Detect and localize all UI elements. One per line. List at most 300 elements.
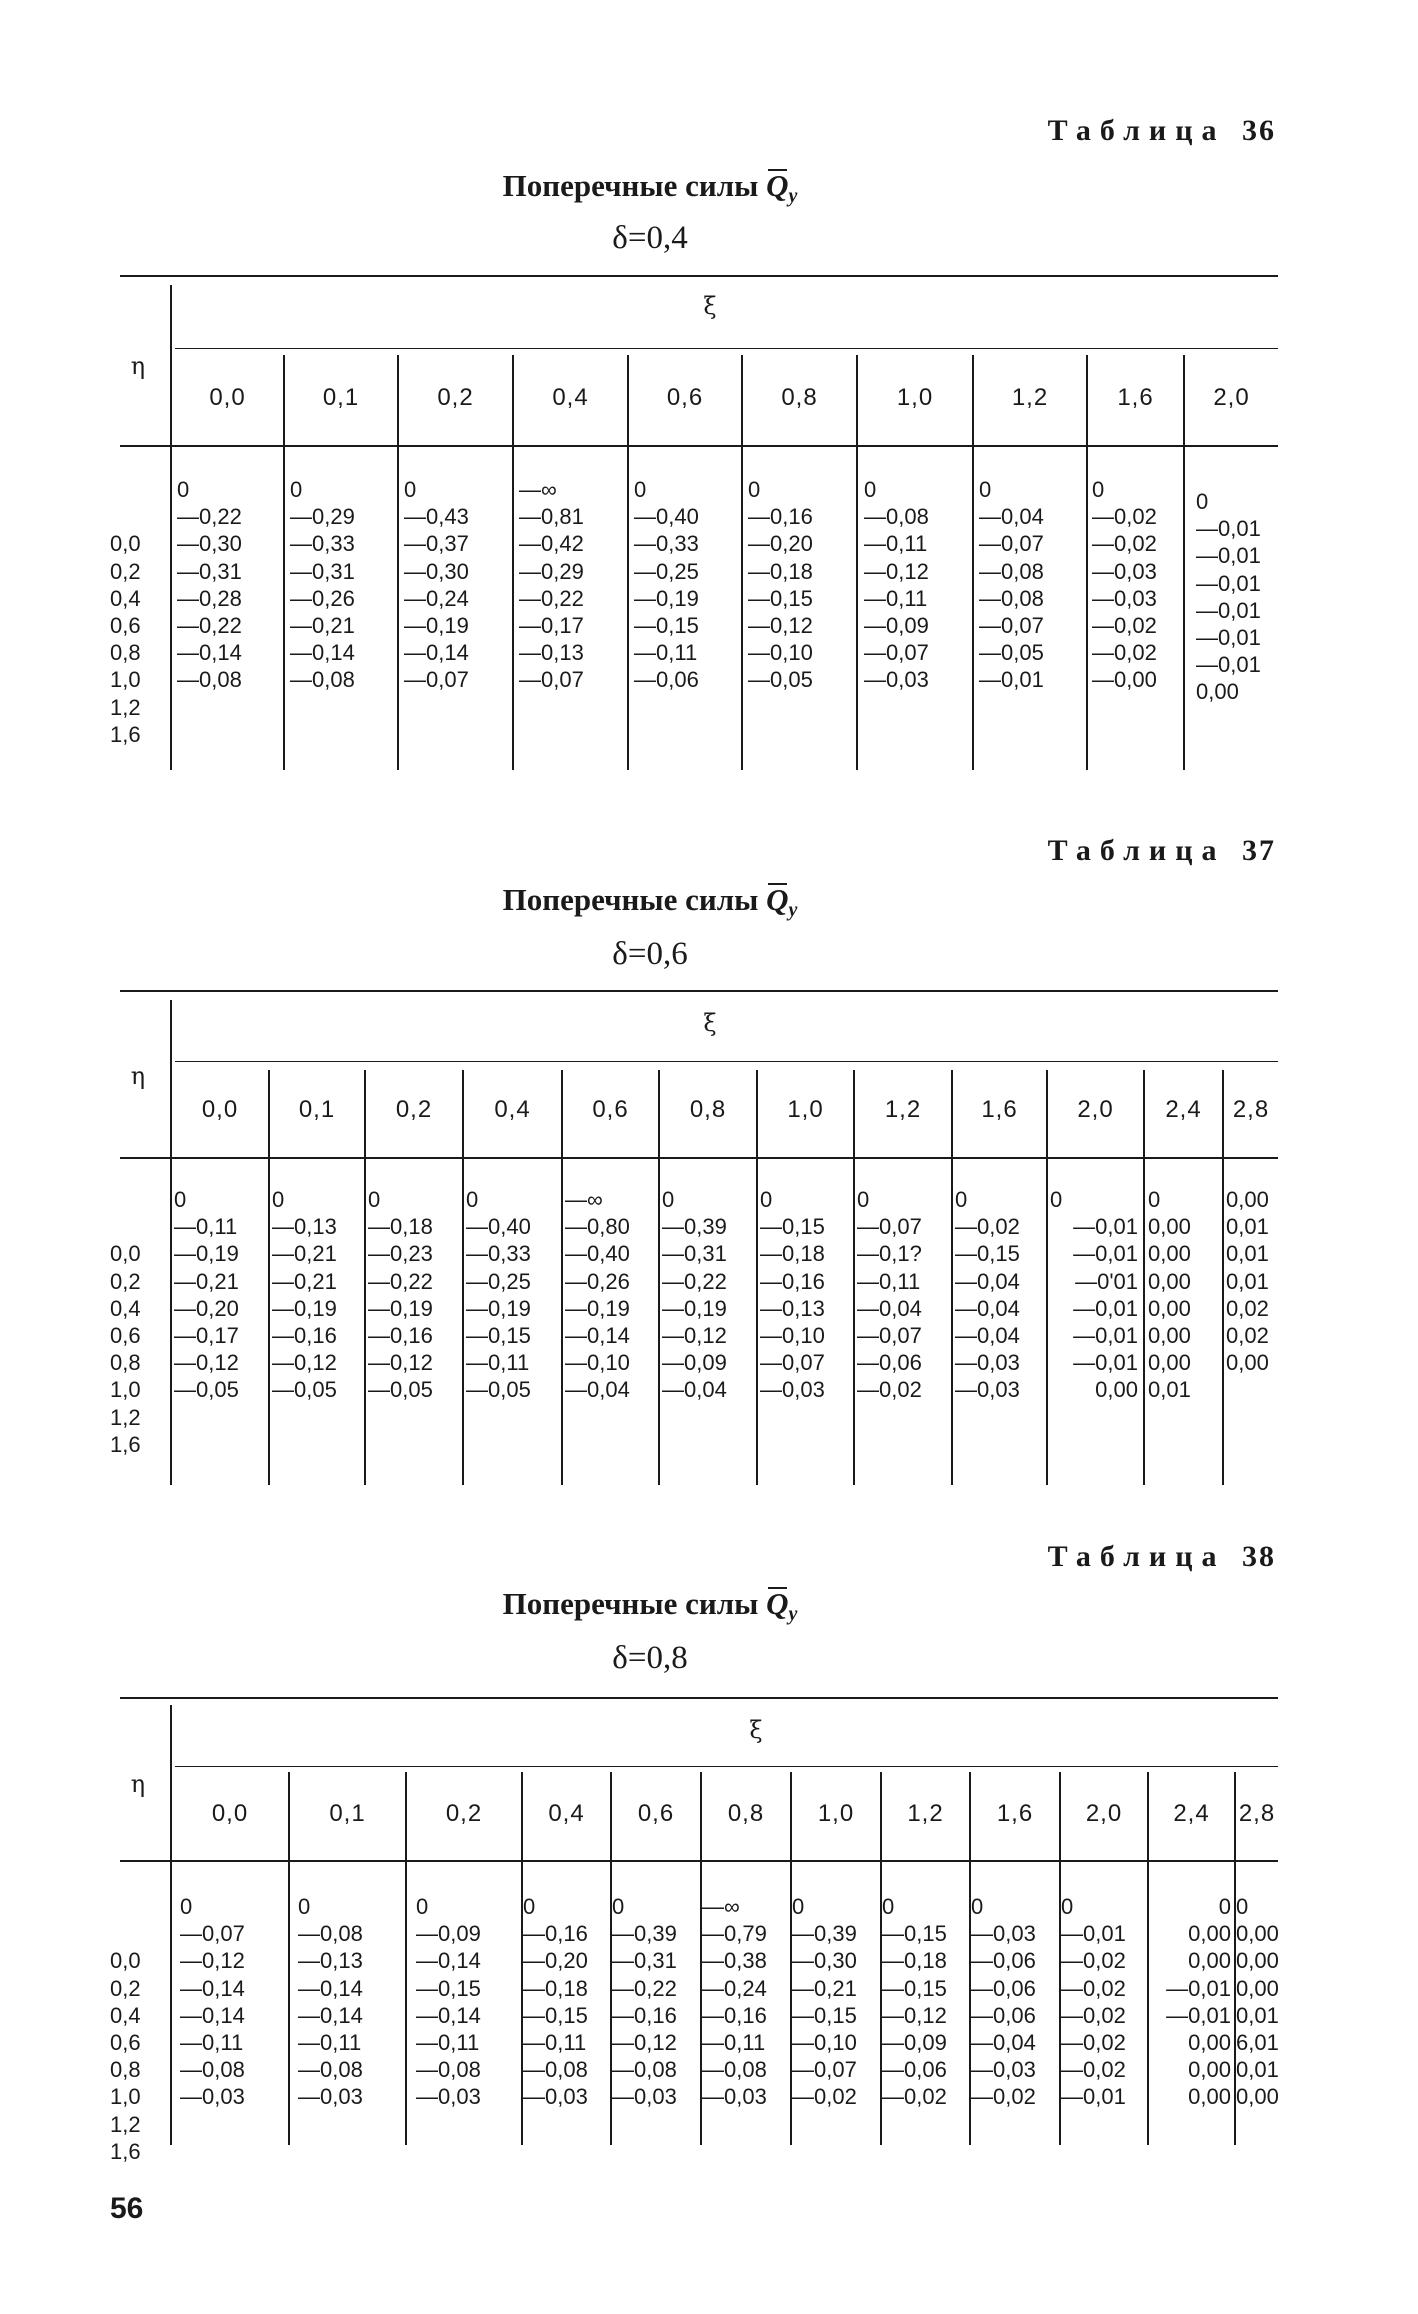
eta-value: 1,0 [110, 2084, 141, 2110]
table-38-top-rule [120, 1697, 1278, 1699]
table-38-xi-header: 1,6 [996, 1800, 1034, 1827]
table-cell: —0,07 [979, 531, 1044, 557]
table-37-vrule [1222, 1070, 1224, 1485]
table-cell: —0,02 [971, 2084, 1036, 2110]
table-38-number [1000, 1540, 1276, 1574]
table-37-data-column [1050, 1186, 1138, 1404]
table-cell: —0,07 [519, 667, 584, 693]
table-36-xi-rule [175, 348, 1278, 349]
table-36-data-column [1092, 476, 1157, 694]
page-number: 56 [110, 2192, 144, 2225]
table-37-header-rule [120, 1157, 1278, 1159]
table-37-vrule [853, 1070, 855, 1485]
table-cell: —0,01 [1073, 1214, 1138, 1240]
table-cell: 0,01 [1148, 1377, 1191, 1403]
table-cell: —0'01 [1075, 1268, 1138, 1294]
eta-value: 0,8 [110, 640, 141, 666]
table-cell: —0,06 [971, 2002, 1036, 2028]
table-37-eta-label: η [130, 1062, 146, 1090]
table-cell: —0,12 [662, 1323, 727, 1349]
table-cell: —0,02 [1092, 504, 1157, 530]
table-cell: —0,13 [760, 1295, 825, 1321]
table-cell: —0,22 [662, 1268, 727, 1294]
table-cell: —0,12 [612, 2030, 677, 2056]
table-cell: 0 [298, 1894, 311, 1919]
table-cell: —0,12 [180, 1948, 245, 1974]
table-cell: —0,31 [612, 1948, 677, 1974]
table-36-xi-header: 0,6 [666, 384, 704, 411]
table-cell: —0,16 [368, 1323, 433, 1349]
table-cell: —0,14 [404, 640, 469, 666]
table-cell: —0,21 [272, 1268, 337, 1294]
table-cell: —0,11 [634, 640, 698, 666]
table-cell: —0,02 [792, 2084, 857, 2110]
table-cell: 0 [290, 477, 303, 502]
table-cell: —0,20 [748, 531, 813, 557]
table-37-eta-column [110, 1186, 168, 1512]
table-cell: —0,18 [748, 558, 813, 584]
table-cell: 0,02 [1226, 1323, 1269, 1349]
table-37-xi-header: 1,6 [981, 1096, 1018, 1123]
table-37-label: Таблица [1047, 834, 1226, 867]
table-38-xi-header: 0,8 [727, 1800, 765, 1827]
table-cell: —0,03 [971, 2057, 1036, 2083]
table-cell: —0,43 [404, 504, 469, 530]
table-36-title-text: Поперечные силы [502, 168, 767, 203]
table-cell: 0,02 [1226, 1295, 1269, 1321]
table-cell: —0,03 [298, 2084, 363, 2110]
table-cell: —0,22 [612, 1975, 677, 2001]
table-cell: 0,00 [1236, 2084, 1279, 2110]
table-cell: 0,00 [1095, 1377, 1138, 1403]
table-38-header-rule [120, 1860, 1278, 1862]
table-cell: —0,18 [882, 1948, 947, 1974]
table-cell: —0,08 [177, 667, 242, 693]
table-cell: —∞ [565, 1187, 603, 1212]
table-cell: —0,15 [466, 1323, 531, 1349]
eta-value: 0,6 [110, 1323, 141, 1349]
table-cell: 0 [1148, 1187, 1161, 1212]
table-cell: —0,01 [1196, 652, 1261, 678]
table-38-data-column [792, 1893, 857, 2111]
table-cell: 0,00 [1148, 1295, 1191, 1321]
table-38-title-sub: y [788, 1603, 798, 1625]
table-cell: —0,42 [519, 531, 584, 557]
table-37-vrule [364, 1070, 366, 1485]
table-cell: —0,02 [857, 1377, 922, 1403]
table-cell: 0,00 [1148, 1350, 1191, 1376]
table-cell: —0,17 [519, 613, 584, 639]
table-cell: —0,02 [1061, 1948, 1126, 1974]
table-cell: —0,14 [298, 2002, 363, 2028]
table-cell: —0,12 [272, 1350, 337, 1376]
table-cell: —0,02 [882, 2084, 947, 2110]
table-cell: —0,04 [565, 1377, 630, 1403]
table-cell: —0,18 [368, 1214, 433, 1240]
table-cell: —0,04 [955, 1295, 1020, 1321]
table-cell: —0,30 [792, 1948, 857, 1974]
table-cell: —0,06 [882, 2057, 947, 2083]
table-cell: —0,09 [662, 1350, 727, 1376]
table-cell: —0,19 [368, 1295, 433, 1321]
table-cell: —0,03 [955, 1350, 1020, 1376]
table-37-title-symbol: Q [766, 882, 789, 917]
table-36-vrule [741, 355, 743, 770]
table-cell: —0,02 [1061, 1975, 1126, 2001]
table-37-xi-label: ξ [703, 1009, 717, 1037]
eta-value: 1,6 [110, 2138, 141, 2164]
table-cell: —0,05 [748, 667, 813, 693]
table-cell: —0,03 [760, 1377, 825, 1403]
table-cell: —0,25 [466, 1268, 531, 1294]
table-cell: —0,11 [298, 2030, 362, 2056]
table-38-data-column [971, 1893, 1036, 2111]
table-cell: —0,23 [368, 1241, 433, 1267]
table-cell: 0 [1061, 1894, 1074, 1919]
table-38-data-column [1236, 1893, 1279, 2111]
table-cell: —0,11 [702, 2030, 766, 2056]
table-36-vrule [856, 355, 858, 770]
table-cell: —0,11 [864, 531, 928, 557]
table-cell: —0,03 [612, 2084, 677, 2110]
table-cell: 0,00 [1148, 1214, 1191, 1240]
table-cell: 0,00 [1188, 2030, 1231, 2056]
table-cell: —0,14 [298, 1975, 363, 2001]
table-cell: —0,01 [1166, 2002, 1231, 2028]
table-cell: —0,05 [466, 1377, 531, 1403]
table-cell: —0,14 [177, 640, 242, 666]
table-38-eta-label: η [130, 1770, 146, 1798]
table-cell: —0,16 [748, 504, 813, 530]
table-36-vrule [283, 355, 285, 770]
table-37-xi-header: 2,8 [1232, 1096, 1270, 1123]
table-cell: —0,31 [662, 1241, 727, 1267]
table-cell: —0,04 [857, 1295, 922, 1321]
table-37-xi-header: 2,0 [1077, 1096, 1114, 1123]
table-37-vrule [462, 1070, 464, 1485]
table-cell: 0 [792, 1894, 805, 1919]
table-cell: —0,19 [565, 1295, 630, 1321]
table-cell: —0,11 [466, 1350, 530, 1376]
table-cell: —0,26 [290, 585, 355, 611]
table-38-xi-label: ξ [749, 1716, 763, 1744]
table-36-xi-header: 0,2 [437, 384, 474, 411]
table-cell: —0,37 [404, 531, 469, 557]
table-cell: —0,11 [174, 1214, 238, 1240]
table-38-data-column [298, 1893, 363, 2111]
table-cell: 0,00 [1236, 1921, 1279, 1947]
table-36-xi-header: 0,4 [552, 384, 589, 411]
table-37-vrule [951, 1070, 953, 1485]
table-cell: —0,07 [760, 1350, 825, 1376]
table-cell: 0 [760, 1187, 773, 1212]
table-cell: —0,10 [792, 2030, 857, 2056]
table-38-vrule [170, 1705, 172, 2145]
table-cell: 0,00 [1188, 2057, 1231, 2083]
table-cell: 0,00 [1196, 679, 1239, 705]
table-cell: 0 [368, 1187, 381, 1212]
table-cell: —0,15 [955, 1241, 1020, 1267]
table-cell: —0,16 [612, 2002, 677, 2028]
table-cell: —0,08 [290, 667, 355, 693]
table-cell: —0,08 [612, 2057, 677, 2083]
table-cell: —0,14 [416, 1948, 481, 1974]
table-cell: —0,08 [979, 558, 1044, 584]
table-cell: —0,10 [565, 1350, 630, 1376]
table-37-xi-rule [175, 1061, 1278, 1062]
table-cell: —0,04 [979, 504, 1044, 530]
table-37-xi-header: 0,4 [494, 1096, 531, 1123]
table-37-xi-header: 1,0 [787, 1096, 824, 1123]
table-cell: —0,08 [979, 585, 1044, 611]
table-36-vrule [1086, 355, 1088, 770]
table-37-vrule [561, 1070, 563, 1485]
table-cell: —0,02 [1092, 613, 1157, 639]
eta-value: 1,2 [110, 1404, 141, 1430]
table-cell: —0,01 [1196, 597, 1261, 623]
table-cell: 0 [857, 1187, 870, 1212]
table-cell: —0,79 [702, 1921, 767, 1947]
table-cell: —0,06 [634, 667, 699, 693]
table-36-data-column [177, 476, 242, 694]
table-36-delta: δ=0,4 [612, 220, 688, 256]
eta-value: 1,2 [110, 694, 141, 720]
eta-value: 0,2 [110, 1975, 141, 2001]
table-cell: —0,01 [1073, 1241, 1138, 1267]
table-cell: —0,03 [1092, 585, 1157, 611]
table-cell: —0,31 [177, 558, 242, 584]
table-cell: —0,12 [368, 1350, 433, 1376]
table-cell: —0,15 [760, 1214, 825, 1240]
table-36-vrule [397, 355, 399, 770]
table-cell: —0,08 [180, 2057, 245, 2083]
table-cell: 0 [748, 477, 761, 502]
table-cell: 0,01 [1226, 1241, 1269, 1267]
table-cell: —0,01 [1166, 1975, 1231, 2001]
table-cell: 0 [1092, 477, 1105, 502]
table-37-data-column [272, 1186, 337, 1404]
table-cell: 0 [180, 1894, 193, 1919]
eta-value: 0,4 [110, 1295, 141, 1321]
table-cell: —0,33 [634, 531, 699, 557]
table-cell: —0,07 [180, 1921, 245, 1947]
eta-value: 0,4 [110, 2002, 141, 2028]
table-cell: —0,24 [404, 585, 469, 611]
table-cell: 0,00 [1236, 1948, 1279, 1974]
table-cell: —0,19 [404, 613, 469, 639]
table-cell: 0,00 [1188, 1921, 1231, 1947]
table-cell: 0,00 [1148, 1323, 1191, 1349]
table-cell: —0,08 [523, 2057, 588, 2083]
table-36-num: 36 [1242, 114, 1276, 147]
table-cell: —0,30 [177, 531, 242, 557]
table-cell: —0,14 [180, 1975, 245, 2001]
table-cell: —0,16 [272, 1323, 337, 1349]
table-cell: —0,05 [368, 1377, 433, 1403]
table-cell: —0,29 [519, 558, 584, 584]
table-cell: —0,03 [416, 2084, 481, 2110]
table-36-number [1000, 114, 1276, 148]
table-36-data-column [1196, 488, 1261, 706]
table-cell: —0,08 [298, 2057, 363, 2083]
table-cell: —0,40 [565, 1241, 630, 1267]
table-37-xi-header: 0,8 [689, 1096, 727, 1123]
table-cell: 0 [466, 1187, 479, 1212]
table-cell: 0,00 [1236, 1975, 1279, 2001]
table-cell: —0,15 [523, 2002, 588, 2028]
table-37-xi-header: 2,4 [1165, 1096, 1202, 1123]
table-cell: —0,07 [857, 1323, 922, 1349]
table-38-label: Таблица [1047, 1540, 1226, 1573]
table-38-xi-header: 2,8 [1238, 1800, 1276, 1827]
table-cell: 0 [272, 1187, 285, 1212]
table-cell: —0,03 [864, 667, 929, 693]
table-36-eta-label: η [130, 352, 146, 380]
eta-value: 0,6 [110, 613, 141, 639]
table-cell: —0,22 [177, 504, 242, 530]
table-cell: 0,00 [1188, 2084, 1231, 2110]
table-36-data-column [748, 476, 813, 694]
table-cell: —0,07 [864, 640, 929, 666]
table-cell: —0,19 [174, 1241, 239, 1267]
table-36-header-rule [120, 445, 1278, 447]
table-cell: —0,22 [519, 585, 584, 611]
table-cell: —0,07 [792, 2057, 857, 2083]
table-cell: —0,01 [1073, 1295, 1138, 1321]
table-38-xi-header: 0,1 [329, 1800, 366, 1827]
table-cell: —0,01 [1073, 1323, 1138, 1349]
table-38-title-symbol: Q [766, 1586, 789, 1621]
table-cell: —0,1? [857, 1241, 922, 1267]
table-cell: —0,19 [466, 1295, 531, 1321]
table-37-xi-header: 0,6 [592, 1096, 629, 1123]
table-36-title [400, 168, 900, 208]
table-cell: —0,08 [702, 2057, 767, 2083]
table-cell: 0 [971, 1894, 984, 1919]
eta-value: 0,8 [110, 2057, 141, 2083]
table-36-title-sub: y [788, 185, 798, 207]
table-38-data-column [882, 1893, 947, 2111]
table-cell: 0 [634, 477, 647, 502]
table-38-data-column [416, 1893, 481, 2111]
eta-value: 0,0 [110, 1948, 141, 1974]
table-cell: —0,11 [864, 585, 928, 611]
table-cell: 0 [979, 477, 992, 502]
table-cell: —0,03 [971, 1921, 1036, 1947]
eta-value: 1,0 [110, 1377, 141, 1403]
table-37-vrule [1046, 1070, 1048, 1485]
table-36-top-rule [120, 275, 1278, 277]
table-cell: —0,10 [760, 1323, 825, 1349]
table-cell: —0,01 [1061, 1921, 1126, 1947]
table-37-number [1000, 834, 1276, 868]
table-37-data-column [565, 1186, 630, 1404]
table-cell: —0,17 [174, 1323, 239, 1349]
table-cell: —0,14 [416, 2002, 481, 2028]
table-cell: —0,22 [177, 613, 242, 639]
table-cell: —0,40 [634, 504, 699, 530]
table-37-xi-header: 0,0 [201, 1096, 239, 1123]
table-37-data-column [857, 1186, 922, 1404]
table-cell: —0,19 [634, 585, 699, 611]
table-38-xi-header: 2,4 [1173, 1800, 1210, 1827]
table-cell: 0 [955, 1187, 968, 1212]
table-cell: —0,39 [612, 1921, 677, 1947]
table-cell: —0,33 [290, 531, 355, 557]
table-cell: —0,15 [748, 585, 813, 611]
table-36-data-column [519, 476, 584, 694]
eta-value: 1,2 [110, 2111, 141, 2137]
table-cell: —0,15 [792, 2002, 857, 2028]
table-37-num: 37 [1242, 834, 1276, 867]
table-cell: 0,00 [1148, 1268, 1191, 1294]
table-cell: —0,38 [702, 1948, 767, 1974]
table-cell: —0,14 [565, 1323, 630, 1349]
table-cell: —0,11 [416, 2030, 480, 2056]
table-38-xi-header: 1,2 [907, 1800, 944, 1827]
table-cell: —0,08 [416, 2057, 481, 2083]
table-36-xi-header: 0,1 [322, 384, 360, 411]
table-36-vrule [512, 355, 514, 770]
table-cell: —0,21 [792, 1975, 857, 2001]
table-cell: —0,07 [979, 613, 1044, 639]
table-cell: —0,05 [272, 1377, 337, 1403]
table-cell: —0,33 [466, 1241, 531, 1267]
table-36-xi-header: 0,0 [209, 384, 246, 411]
eta-value: 0,2 [110, 558, 141, 584]
table-cell: 0 [177, 477, 190, 502]
table-cell: —0,02 [1092, 531, 1157, 557]
table-36-xi-header: 0,8 [781, 384, 818, 411]
eta-value: 0,0 [110, 531, 141, 557]
table-cell: —0,03 [523, 2084, 588, 2110]
table-36-vrule [627, 355, 629, 770]
table-38-data-column [180, 1893, 245, 2111]
table-cell: 0 [1218, 1894, 1231, 1919]
table-cell: 0,01 [1226, 1214, 1269, 1240]
table-cell: —0,03 [1092, 558, 1157, 584]
table-cell: —0,01 [1196, 625, 1261, 651]
table-37-vrule [658, 1070, 660, 1485]
table-38-xi-header: 1,0 [817, 1800, 855, 1827]
table-36-xi-header: 1,0 [896, 384, 934, 411]
table-cell: —0,18 [760, 1241, 825, 1267]
table-38-data-column [523, 1893, 588, 2111]
table-cell: —0,19 [662, 1295, 727, 1321]
table-38-xi-header: 0,0 [211, 1800, 249, 1827]
table-cell: 0,00 [1226, 1350, 1269, 1376]
table-cell: 0 [882, 1894, 895, 1919]
table-36-vrule [170, 285, 172, 770]
table-cell: —0,05 [174, 1377, 239, 1403]
table-cell: 6,01 [1236, 2030, 1279, 2056]
table-37-xi-header: 0,1 [298, 1096, 336, 1123]
table-38-title [400, 1586, 900, 1626]
table-36-data-column [290, 476, 355, 694]
table-cell: 0,01 [1226, 1268, 1269, 1294]
table-cell: —0,80 [565, 1214, 630, 1240]
table-37-xi-header: 1,2 [884, 1096, 922, 1123]
table-cell: 0,01 [1236, 2002, 1279, 2028]
table-37-data-column [1148, 1186, 1191, 1404]
table-37-data-column [662, 1186, 727, 1404]
table-36-xi-header: 2,0 [1213, 384, 1250, 411]
table-cell: —0,21 [174, 1268, 239, 1294]
table-cell: —0,14 [180, 2002, 245, 2028]
eta-value: 0,6 [110, 2030, 141, 2056]
table-36-data-column [864, 476, 929, 694]
table-cell: —0,11 [523, 2030, 587, 2056]
